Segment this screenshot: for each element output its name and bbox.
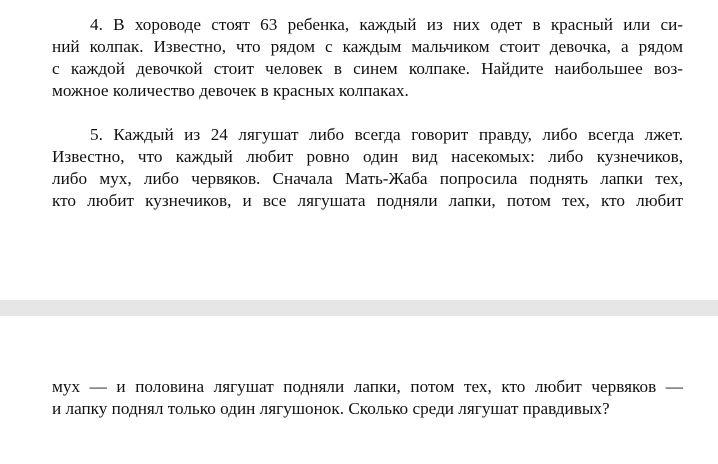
problem-4-line-4: можное количество девочек в красных колпаках. [52,81,409,100]
problem-5-line-4: кто любит кузнечиков, и все лягушата подняли лапки, потом тех, кто любит [52,191,683,210]
problem-4-line-1: 4. В хороводе стоят 63 ребенка, каждый из них одет в красный или си- [90,15,683,34]
problem-5-paragraph [52,124,683,212]
page-separator [0,300,718,316]
problem-4-paragraph [52,14,683,102]
problem-5-line-6: и лапку поднял только один лягушонок. Сколько среди лягушат правдивых? [52,399,610,418]
problem-4-line-2: ний колпак. Известно, что рядом с каждым мальчиком стоит девочка, а рядом [52,37,683,56]
problem-4-line-3: с каждой девочкой стоит человек в синем колпаке. Найдите наибольшее воз- [52,59,683,78]
problem-5-continuation [52,376,683,420]
problem-5-line-2: Известно, что каждый любит ровно один вид насекомых: либо кузнечиков, [52,147,683,166]
problem-5-line-3: либо мух, либо червяков. Сначала Мать-Жаба попросила поднять лапки тех, [52,169,683,188]
page-2 [0,316,718,464]
problem-5-line-1: 5. Каждый из 24 лягушат либо всегда говорит правду, либо всегда лжет. [90,125,683,144]
problem-5-line-5: мух — и половина лягушат подняли лапки, потом тех, кто любит червяков — [52,377,683,396]
